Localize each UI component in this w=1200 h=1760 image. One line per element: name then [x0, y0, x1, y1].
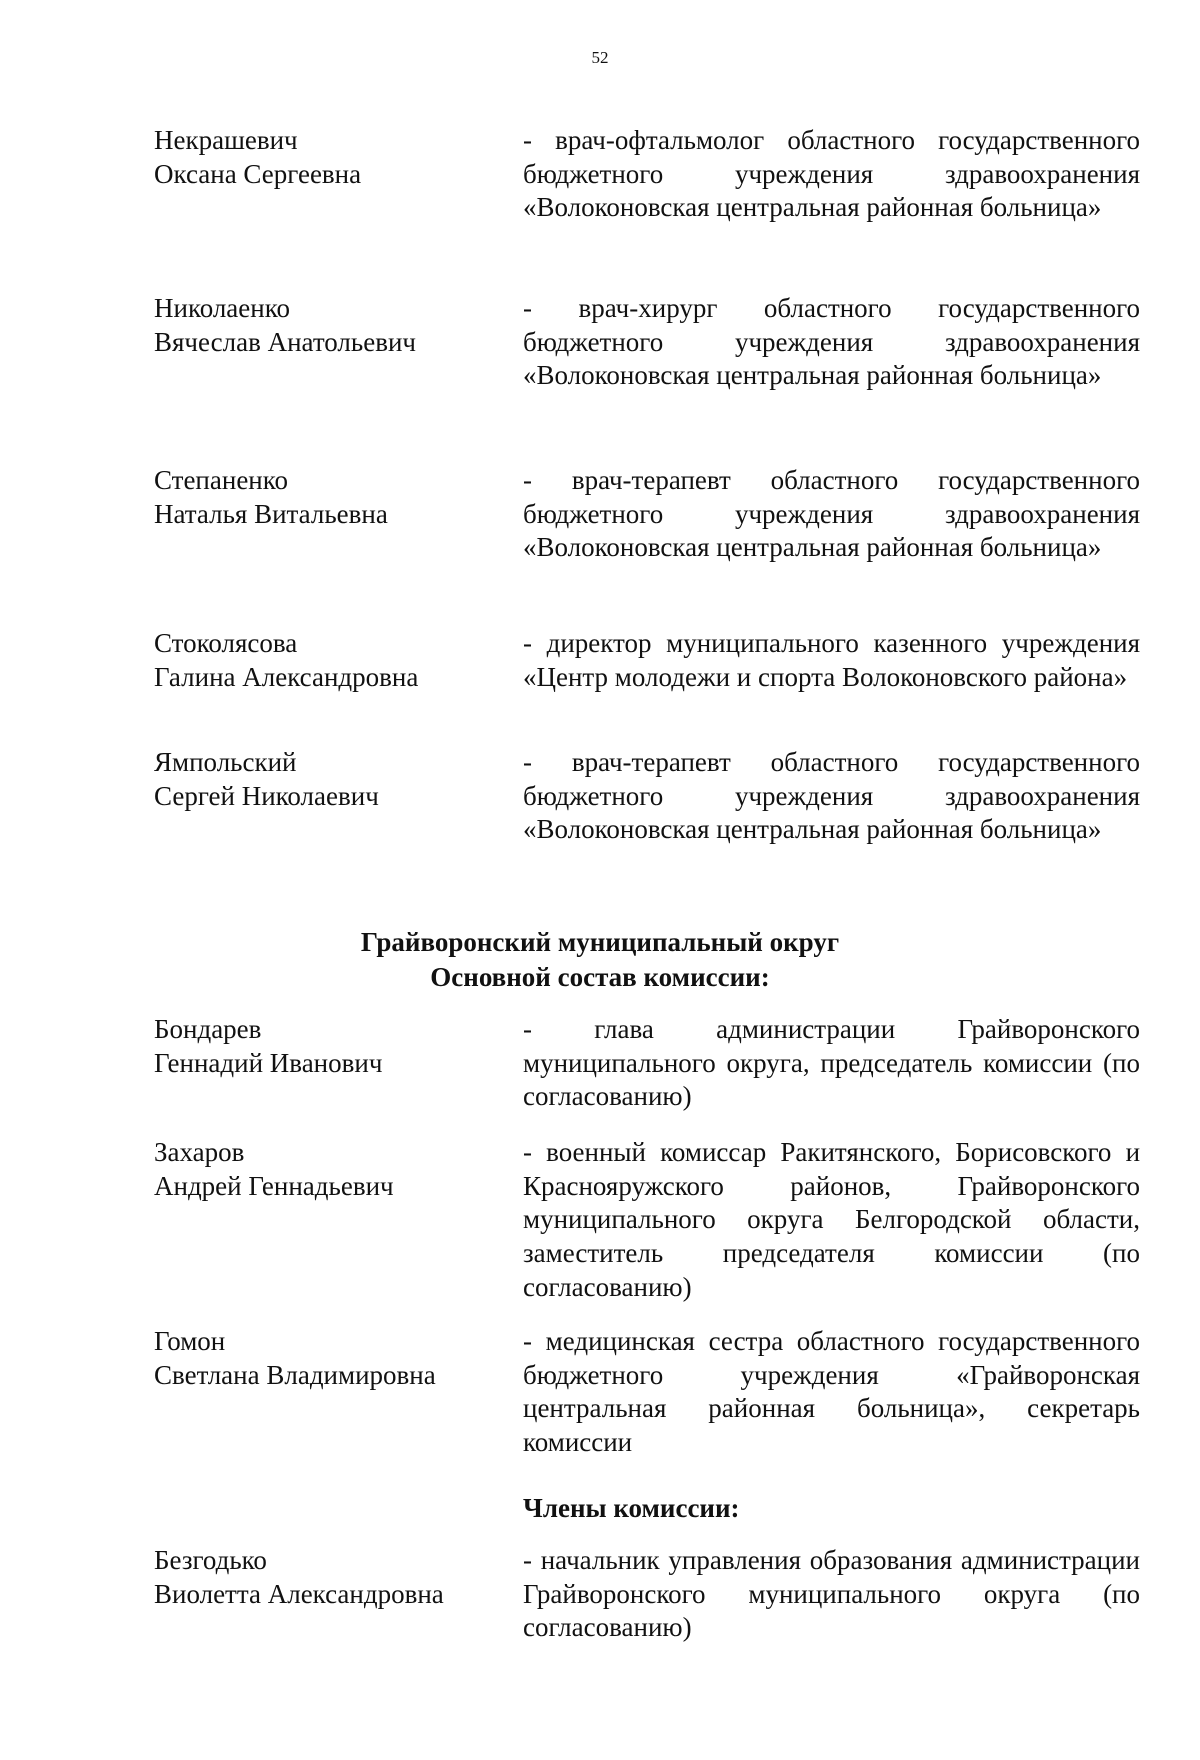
member-surname: Николаенко [154, 293, 290, 323]
member-surname: Некрашевич [154, 125, 298, 155]
member-name [154, 1325, 494, 1392]
position-line: учреждения «Центр молодежи и спорта [523, 628, 1141, 692]
member-given-names: Геннадий Иванович [154, 1047, 383, 1078]
position-line: (по согласованию) [523, 1047, 1140, 1112]
member-name [154, 292, 494, 359]
position-line: государственного бюджетного учреждения [523, 1326, 1140, 1390]
position-line: и Краснояружского районов, Грайворонского [523, 1137, 1141, 1201]
position-line: больница» [979, 360, 1102, 391]
position-line: больница» [979, 814, 1102, 845]
member-given-names: Светлана Владимировна [154, 1359, 436, 1390]
member-name [154, 1013, 494, 1080]
position-line: бюджетного учреждения здравоохранения [523, 498, 1140, 529]
position-line: муниципального округа (по согласованию) [523, 1578, 1141, 1643]
section-subtitle: Основной состав комиссии: [430, 962, 770, 992]
position-line: муниципального округа, председатель комиссии [523, 1047, 1093, 1078]
position-line: - врач-терапевт областного государственного [523, 465, 1140, 495]
position-line: государственного бюджетного учреждения [523, 125, 1140, 189]
position-line: Волоконовского района» [841, 661, 1128, 692]
position-line: - военный комиссар Ракитянского, Борисовского [523, 1137, 1112, 1167]
member-given-names: Наталья Витальевна [154, 498, 388, 529]
member-surname: Гомон [154, 1326, 226, 1356]
position-line: - врач-офтальмолог областного [523, 125, 915, 155]
member-given-names: Вячеслав Анатольевич [154, 326, 416, 357]
member-given-names: Андрей Геннадьевич [154, 1170, 394, 1201]
member-name [154, 627, 494, 694]
position-line: - медицинская сестра областного [523, 1326, 925, 1356]
member-surname: Степаненко [154, 465, 288, 495]
members-heading: Члены комиссии: [523, 1493, 740, 1523]
member-position [523, 1325, 1140, 1460]
member-position [523, 124, 1140, 225]
member-name [154, 464, 494, 531]
member-surname: Безгодько [154, 1545, 267, 1575]
member-given-names: Оксана Сергеевна [154, 158, 362, 189]
member-surname: Ямпольский [154, 747, 297, 777]
page-number: 52 [591, 48, 609, 67]
position-line: бюджетного учреждения здравоохранения [523, 780, 1140, 811]
member-position [523, 746, 1140, 847]
position-line: - врач-терапевт областного государственного [523, 747, 1140, 777]
position-line: - начальник управления образования [523, 1545, 953, 1575]
member-name [154, 1136, 494, 1203]
position-line: больница», секретарь комиссии [523, 1393, 1140, 1458]
position-line: - врач-хирург областного государственного [523, 293, 1140, 323]
member-position [523, 1013, 1140, 1114]
member-position [523, 1544, 1140, 1645]
position-line: муниципального округа Белгородской области, [523, 1204, 1140, 1235]
position-line: здравоохранения «Волоконовская центральная [523, 158, 1140, 223]
member-position [523, 1136, 1140, 1305]
member-position [523, 627, 1140, 694]
position-line: «Волоконовская центральная районная [523, 360, 974, 391]
member-given-names: Галина Александровна [154, 661, 419, 692]
member-surname: Захаров [154, 1137, 245, 1167]
position-line: заместитель председателя комиссии [523, 1238, 1044, 1269]
member-given-names: Виолетта Александровна [154, 1578, 444, 1609]
position-line: «Волоконовская центральная районная [523, 814, 974, 845]
member-name [154, 1544, 494, 1611]
position-line: «Грайворонская центральная районная [523, 1359, 1141, 1424]
position-line: администрации Грайворонского [523, 1545, 1140, 1609]
member-name [154, 746, 494, 813]
member-surname: Стоколясова [154, 628, 298, 658]
member-position [523, 292, 1140, 393]
member-position [523, 464, 1140, 565]
section-title: Грайворонский муниципальный округ [360, 927, 840, 957]
position-line: бюджетного учреждения здравоохранения [523, 326, 1140, 357]
position-line: - глава администрации Грайворонского [523, 1014, 1140, 1044]
member-surname: Бондарев [154, 1014, 262, 1044]
member-name [154, 124, 494, 191]
position-line: больница» [979, 532, 1102, 563]
position-line: районная больница» [866, 192, 1102, 223]
position-line: (по согласованию) [523, 1238, 1140, 1302]
position-line: «Волоконовская центральная районная [523, 532, 974, 563]
member-given-names: Сергей Николаевич [154, 780, 379, 811]
position-line: - директор муниципального казенного [523, 628, 988, 658]
